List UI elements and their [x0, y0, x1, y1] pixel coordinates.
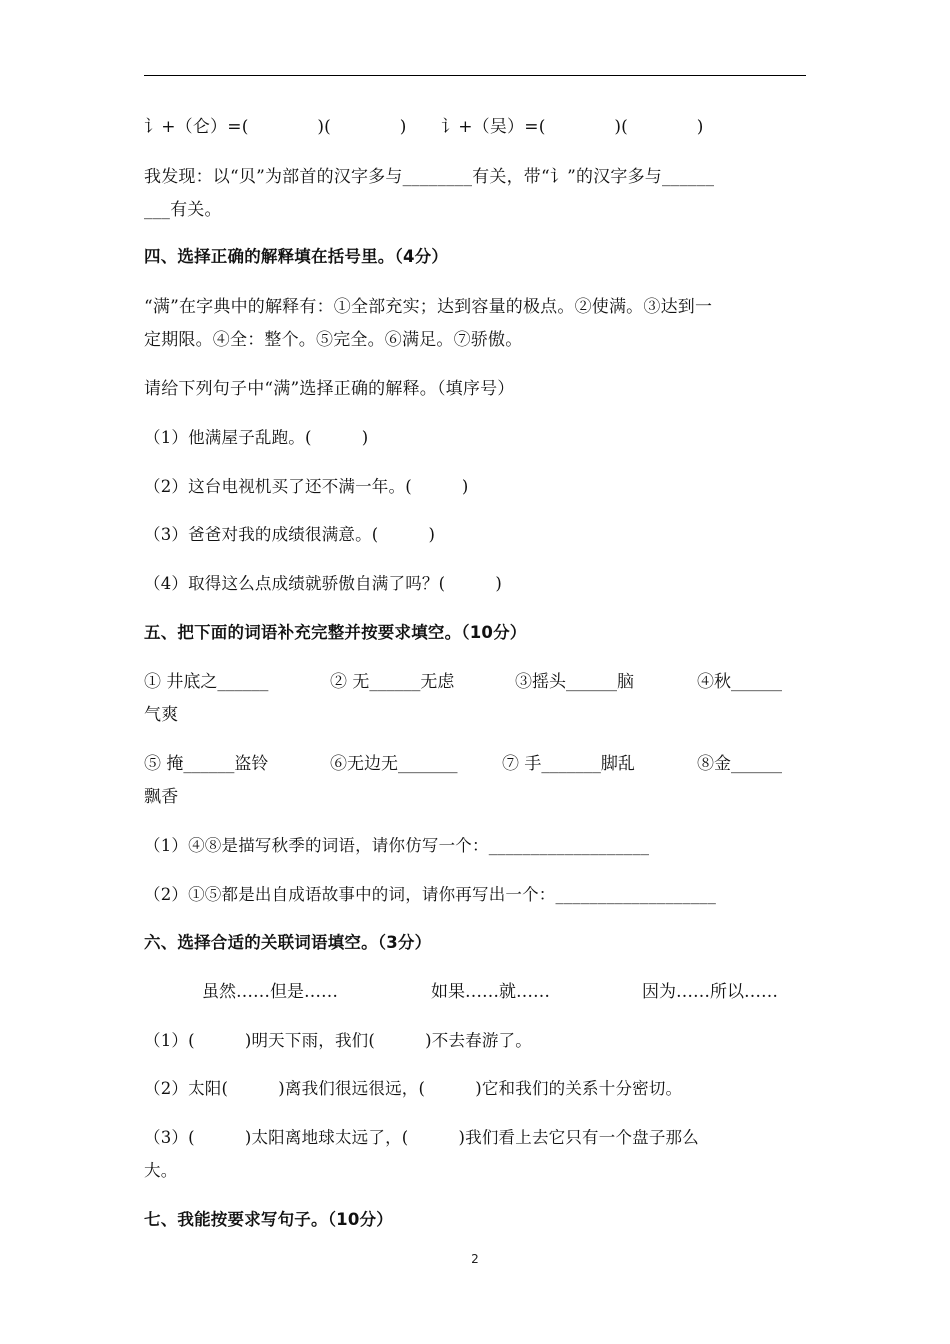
header-rule: [144, 75, 806, 76]
section4-item-4: （4）取得这么点成绩就骄傲自满了吗？( ): [144, 574, 502, 593]
page-number: 2: [471, 1252, 479, 1266]
idiom-4: ④秋______: [697, 672, 782, 692]
section4-item-1: （1）他满屋子乱跑。( ): [144, 428, 369, 447]
definition-line-1: “满”在字典中的解释有：①全部充实；达到容量的极点。②使满。③达到一: [144, 297, 713, 317]
section4-instruction: 请给下列句子中“满”选择正确的解释。（填序号）: [144, 379, 515, 399]
section4-item-3: （3）爸爸对我的成绩很满意。( ): [144, 525, 436, 544]
conjunction-option-2: 如果……就……: [431, 982, 550, 1002]
section4-item-2: （2）这台电视机买了还不满一年。( ): [144, 477, 469, 496]
conjunction-option-3: 因为……所以……: [642, 982, 778, 1002]
definition-line-2: 定期限。④全：整个。⑤完全。⑥满足。⑦骄傲。: [144, 330, 523, 350]
idiom-1: ① 井底之______: [144, 672, 269, 692]
idiom-5: ⑤ 掩______盗铃: [144, 754, 269, 774]
conjunction-option-1: 虽然……但是……: [202, 982, 338, 1002]
discovery-line-2: ___有关。: [144, 200, 222, 220]
section6-item-3-line-1: （3）( )太阳离地球太远了，( )我们看上去它只有一个盘子那么: [144, 1128, 699, 1147]
idiom-2: ② 无______无虑: [330, 672, 455, 692]
section4-heading: 四、选择正确的解释填在括号里。（4分）: [144, 247, 449, 266]
idiom-3: ③摇头______脑: [515, 672, 634, 692]
section5-heading: 五、把下面的词语补充完整并按要求填空。（10分）: [144, 623, 527, 642]
section6-item-3-line-2: 大。: [144, 1161, 178, 1180]
idiom-4-wrap: 气爽: [144, 705, 179, 725]
section7-heading: 七、我能按要求写句子。（10分）: [144, 1210, 393, 1229]
idiom-7: ⑦ 手_______脚乱: [502, 754, 635, 774]
section5-question-1: （1）④⑧是描写秋季的词语，请你仿写一个：___________________: [144, 836, 650, 855]
idiom-6: ⑥无边无_______: [330, 754, 458, 774]
section6-item-1: （1）( )明天下雨，我们( )不去春游了。: [144, 1031, 532, 1050]
section5-question-2: （2）①⑤都是出自成语故事中的词，请你再写出一个：___________________: [144, 885, 717, 904]
discovery-line-1: 我发现：以“贝”为部首的汉字多与________有关，带“讠”的汉字多与______: [144, 167, 715, 187]
idiom-8-wrap: 飘香: [144, 787, 179, 807]
idiom-8: ⑧金______: [697, 754, 782, 774]
section6-heading: 六、选择合适的关联词语填空。（3分）: [144, 933, 432, 952]
compose-characters-line: 讠+（仑）=( )( ) 讠+（吴）=( )( ): [144, 117, 704, 137]
section6-item-2: （2）太阳( )离我们很远很远，( )它和我们的关系十分密切。: [144, 1079, 683, 1098]
